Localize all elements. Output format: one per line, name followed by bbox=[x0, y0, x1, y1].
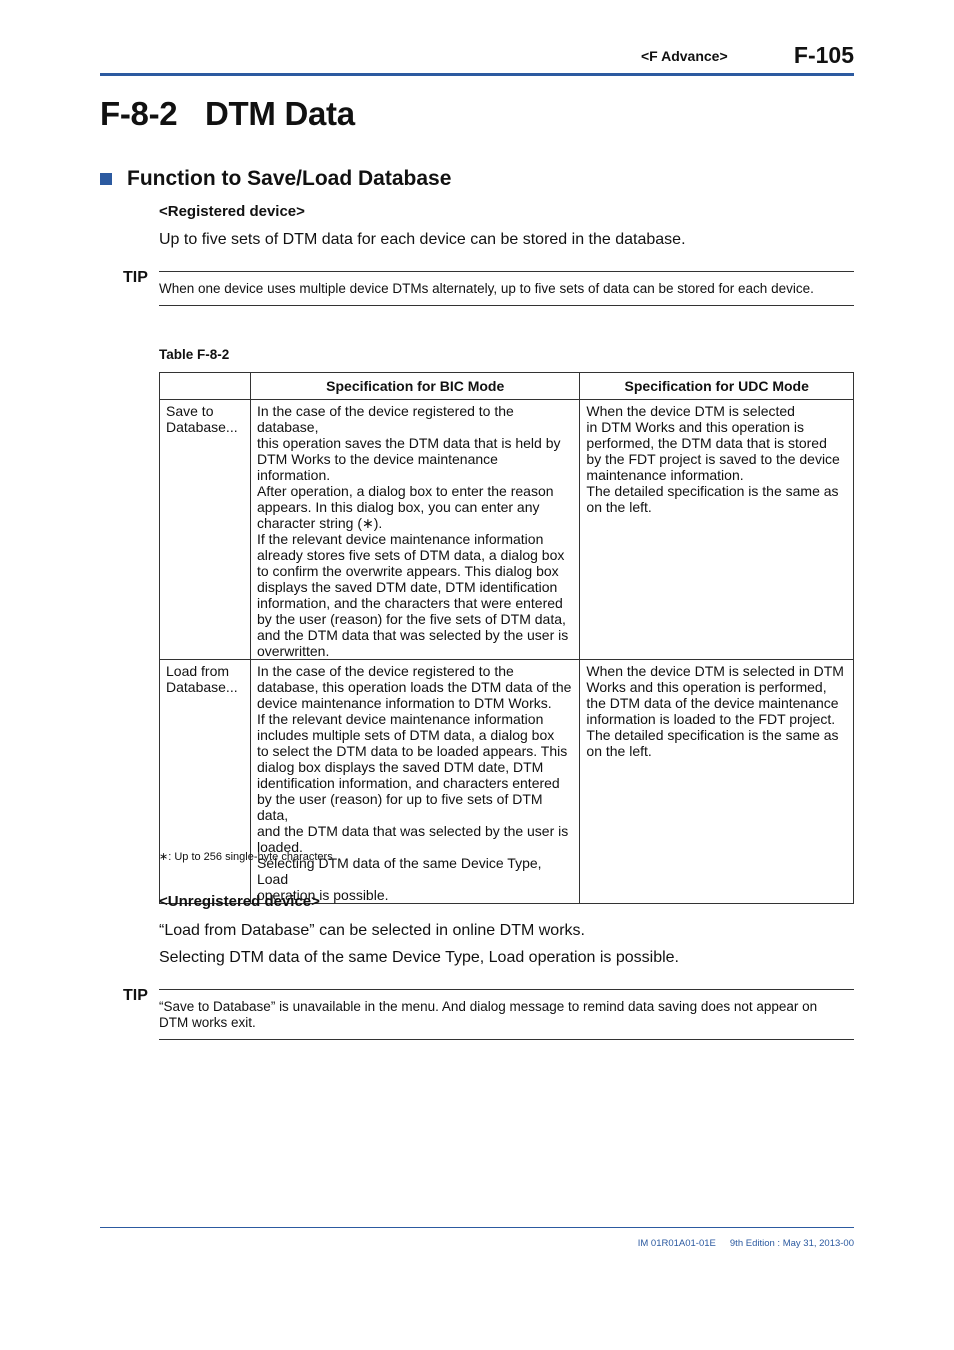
tip-text-1: When one device uses multiple device DTMs alternately, up to five sets of data can be stored for each device. bbox=[159, 281, 814, 296]
tip-box-2 bbox=[159, 989, 854, 1040]
table-row bbox=[160, 660, 854, 904]
page-number: F-105 bbox=[793, 42, 854, 68]
table-caption: Table F-8-2 bbox=[159, 347, 230, 362]
table-header-cell: Specification for BIC Mode bbox=[250, 373, 579, 400]
footer-doc-id: IM 01R01A01-01E bbox=[637, 1238, 716, 1249]
bic-spec-cell: In the case of the device registered to the database, this operation loads the DTM data of the device maintenance information to DTM Works. If the relevant device maintenance information includes multiple sets of DTM data, a dialog box to select the DTM data to be loaded appears. This dialog box displays the saved DTM date, DTM identification information, and characters entered by the user (reason) for up to five sets of DTM data, and the DTM data that was selected by the user is loaded. Selecting DTM data of the same Device Type, Load operation is possible. bbox=[250, 660, 579, 904]
table-footnote: ∗: Up to 256 single-byte characters bbox=[159, 851, 333, 863]
chapter-number: F-8-2 bbox=[100, 95, 178, 132]
table-row bbox=[160, 400, 854, 660]
footer-edition: 9th Edition : May 31, 2013-00 bbox=[729, 1238, 854, 1249]
row-label-cell: Load from Database... bbox=[160, 660, 251, 904]
section-title: Function to Save/Load Database bbox=[127, 167, 452, 190]
row-label-cell: Save to Database... bbox=[160, 400, 251, 660]
square-bullet-icon bbox=[100, 173, 112, 185]
header-rule bbox=[100, 73, 854, 76]
tip-box-1 bbox=[159, 271, 854, 306]
chapter-name: DTM Data bbox=[205, 95, 355, 132]
chapter-title bbox=[100, 95, 355, 133]
registered-device-text: Up to five sets of DTM data for each device can be stored in the database. bbox=[159, 231, 686, 248]
spec-table bbox=[159, 372, 854, 904]
footer-rule bbox=[100, 1227, 854, 1228]
unregistered-device-heading: <Unregistered device> bbox=[159, 893, 320, 910]
tip-label-2: TIP bbox=[123, 987, 148, 1004]
unregistered-line-1: “Load from Database” can be selected in online DTM works. bbox=[159, 922, 585, 939]
table-header-cell: Specification for UDC Mode bbox=[580, 373, 854, 400]
udc-spec-cell: When the device DTM is selected in DTM Works and this operation is performed, the DTM data that is stored by the FDT project is saved to the device maintenance information. The detailed specification is the same as on the left. bbox=[580, 400, 854, 660]
bic-spec-cell: In the case of the device registered to the database, this operation saves the DTM data that is held by DTM Works to the device maintenance information. After operation, a dialog box to enter the reason appears. In this dialog box, you can enter any character string (∗). If the relevant device maintenance information already stores five sets of DTM data, a dialog box to confirm the overwrite appears. This dialog box displays the saved DTM date, DTM identification information, and the characters that were entered by the user (reason) for the five sets of DTM data, and the DTM data that was selected by the user is overwritten. bbox=[250, 400, 579, 660]
udc-spec-cell: When the device DTM is selected in DTM Works and this operation is performed, the DTM data of the device maintenance information is loaded to the FDT project. The detailed specification is the same as on the left. bbox=[580, 660, 854, 904]
unregistered-line-2: Selecting DTM data of the same Device Type, Load operation is possible. bbox=[159, 949, 679, 966]
footer bbox=[638, 1238, 854, 1249]
running-header-section: <F Advance> bbox=[641, 48, 728, 64]
tip-text-2: “Save to Database” is unavailable in the menu. And dialog message to remind data saving does not appear on DTM works exit. bbox=[159, 999, 818, 1030]
table-header-cell bbox=[160, 373, 251, 400]
tip-label-1: TIP bbox=[123, 269, 148, 286]
registered-device-heading: <Registered device> bbox=[159, 203, 305, 220]
table-header-row bbox=[160, 373, 854, 400]
section-heading bbox=[100, 167, 451, 191]
